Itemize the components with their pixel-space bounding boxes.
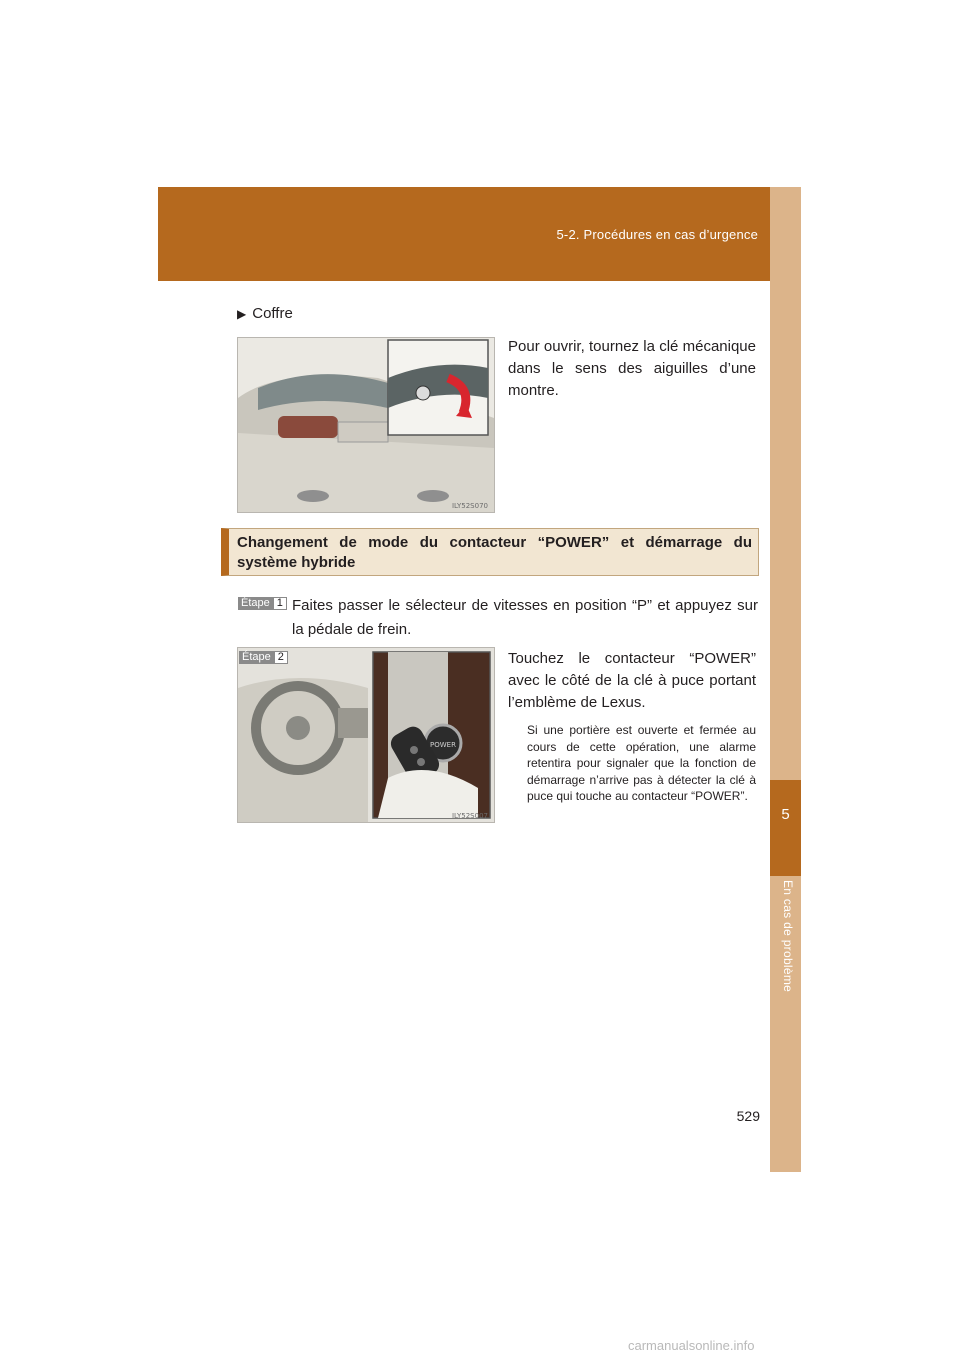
- alarm-note: Si une portière est ouverte et fermée au cours de cette opération, une alarme retentira pour signaler que la fonction de démarrage n’arrive pas à détecter la clé à puce qui touche au contacteur “POWER”.: [527, 723, 756, 803]
- page-number: 529: [736, 1108, 760, 1124]
- header-band: [158, 187, 770, 281]
- trunk-heading-text: Coffre: [252, 305, 293, 322]
- step-2-badge: [239, 651, 288, 664]
- trunk-instructions: Pour ouvrir, tournez la clé mécanique dans le sens des aiguilles d’une montre.: [508, 338, 756, 399]
- section-heading: Changement de mode du contacteur “POWER” et démarrage du système hybride: [237, 534, 752, 571]
- step-1-instructions: Faites passer le sélecteur de vitesses en position “P” et appuyez sur la pédale de frein.: [292, 597, 758, 638]
- trunk-image-code: ILY52S070: [451, 502, 488, 510]
- step-1-label: Étape: [238, 597, 273, 610]
- power-switch-image: [238, 648, 494, 822]
- watermark: carmanualsonline.info: [628, 1338, 755, 1353]
- chapter-label: En cas de problème: [781, 880, 795, 993]
- chapter-number: 5: [781, 806, 790, 823]
- power-button-label: POWER: [430, 741, 456, 749]
- step-2-number: 2: [274, 651, 288, 664]
- step-1-badge: [238, 597, 287, 610]
- trunk-heading: [237, 305, 293, 322]
- car-trunk-image: [238, 338, 494, 512]
- triangle-bullet-icon: ▶: [237, 307, 247, 321]
- step-1-number: 1: [273, 597, 287, 610]
- power-switch-illustration: [237, 647, 495, 823]
- trunk-illustration: [237, 337, 495, 513]
- step-2-label: Étape: [239, 651, 274, 664]
- chapter-tab-marker: [770, 780, 801, 876]
- step-1-text: [292, 594, 758, 642]
- step-2-text: Touchez le contacteur “POWER” avec le côté de la clé à puce portant l’emblème de Lexus.: [508, 650, 756, 711]
- section-heading-box: [221, 528, 759, 576]
- key-image-code: ILY52S007: [451, 812, 488, 820]
- section-header-title: 5-2. Procédures en cas d’urgence: [556, 227, 758, 242]
